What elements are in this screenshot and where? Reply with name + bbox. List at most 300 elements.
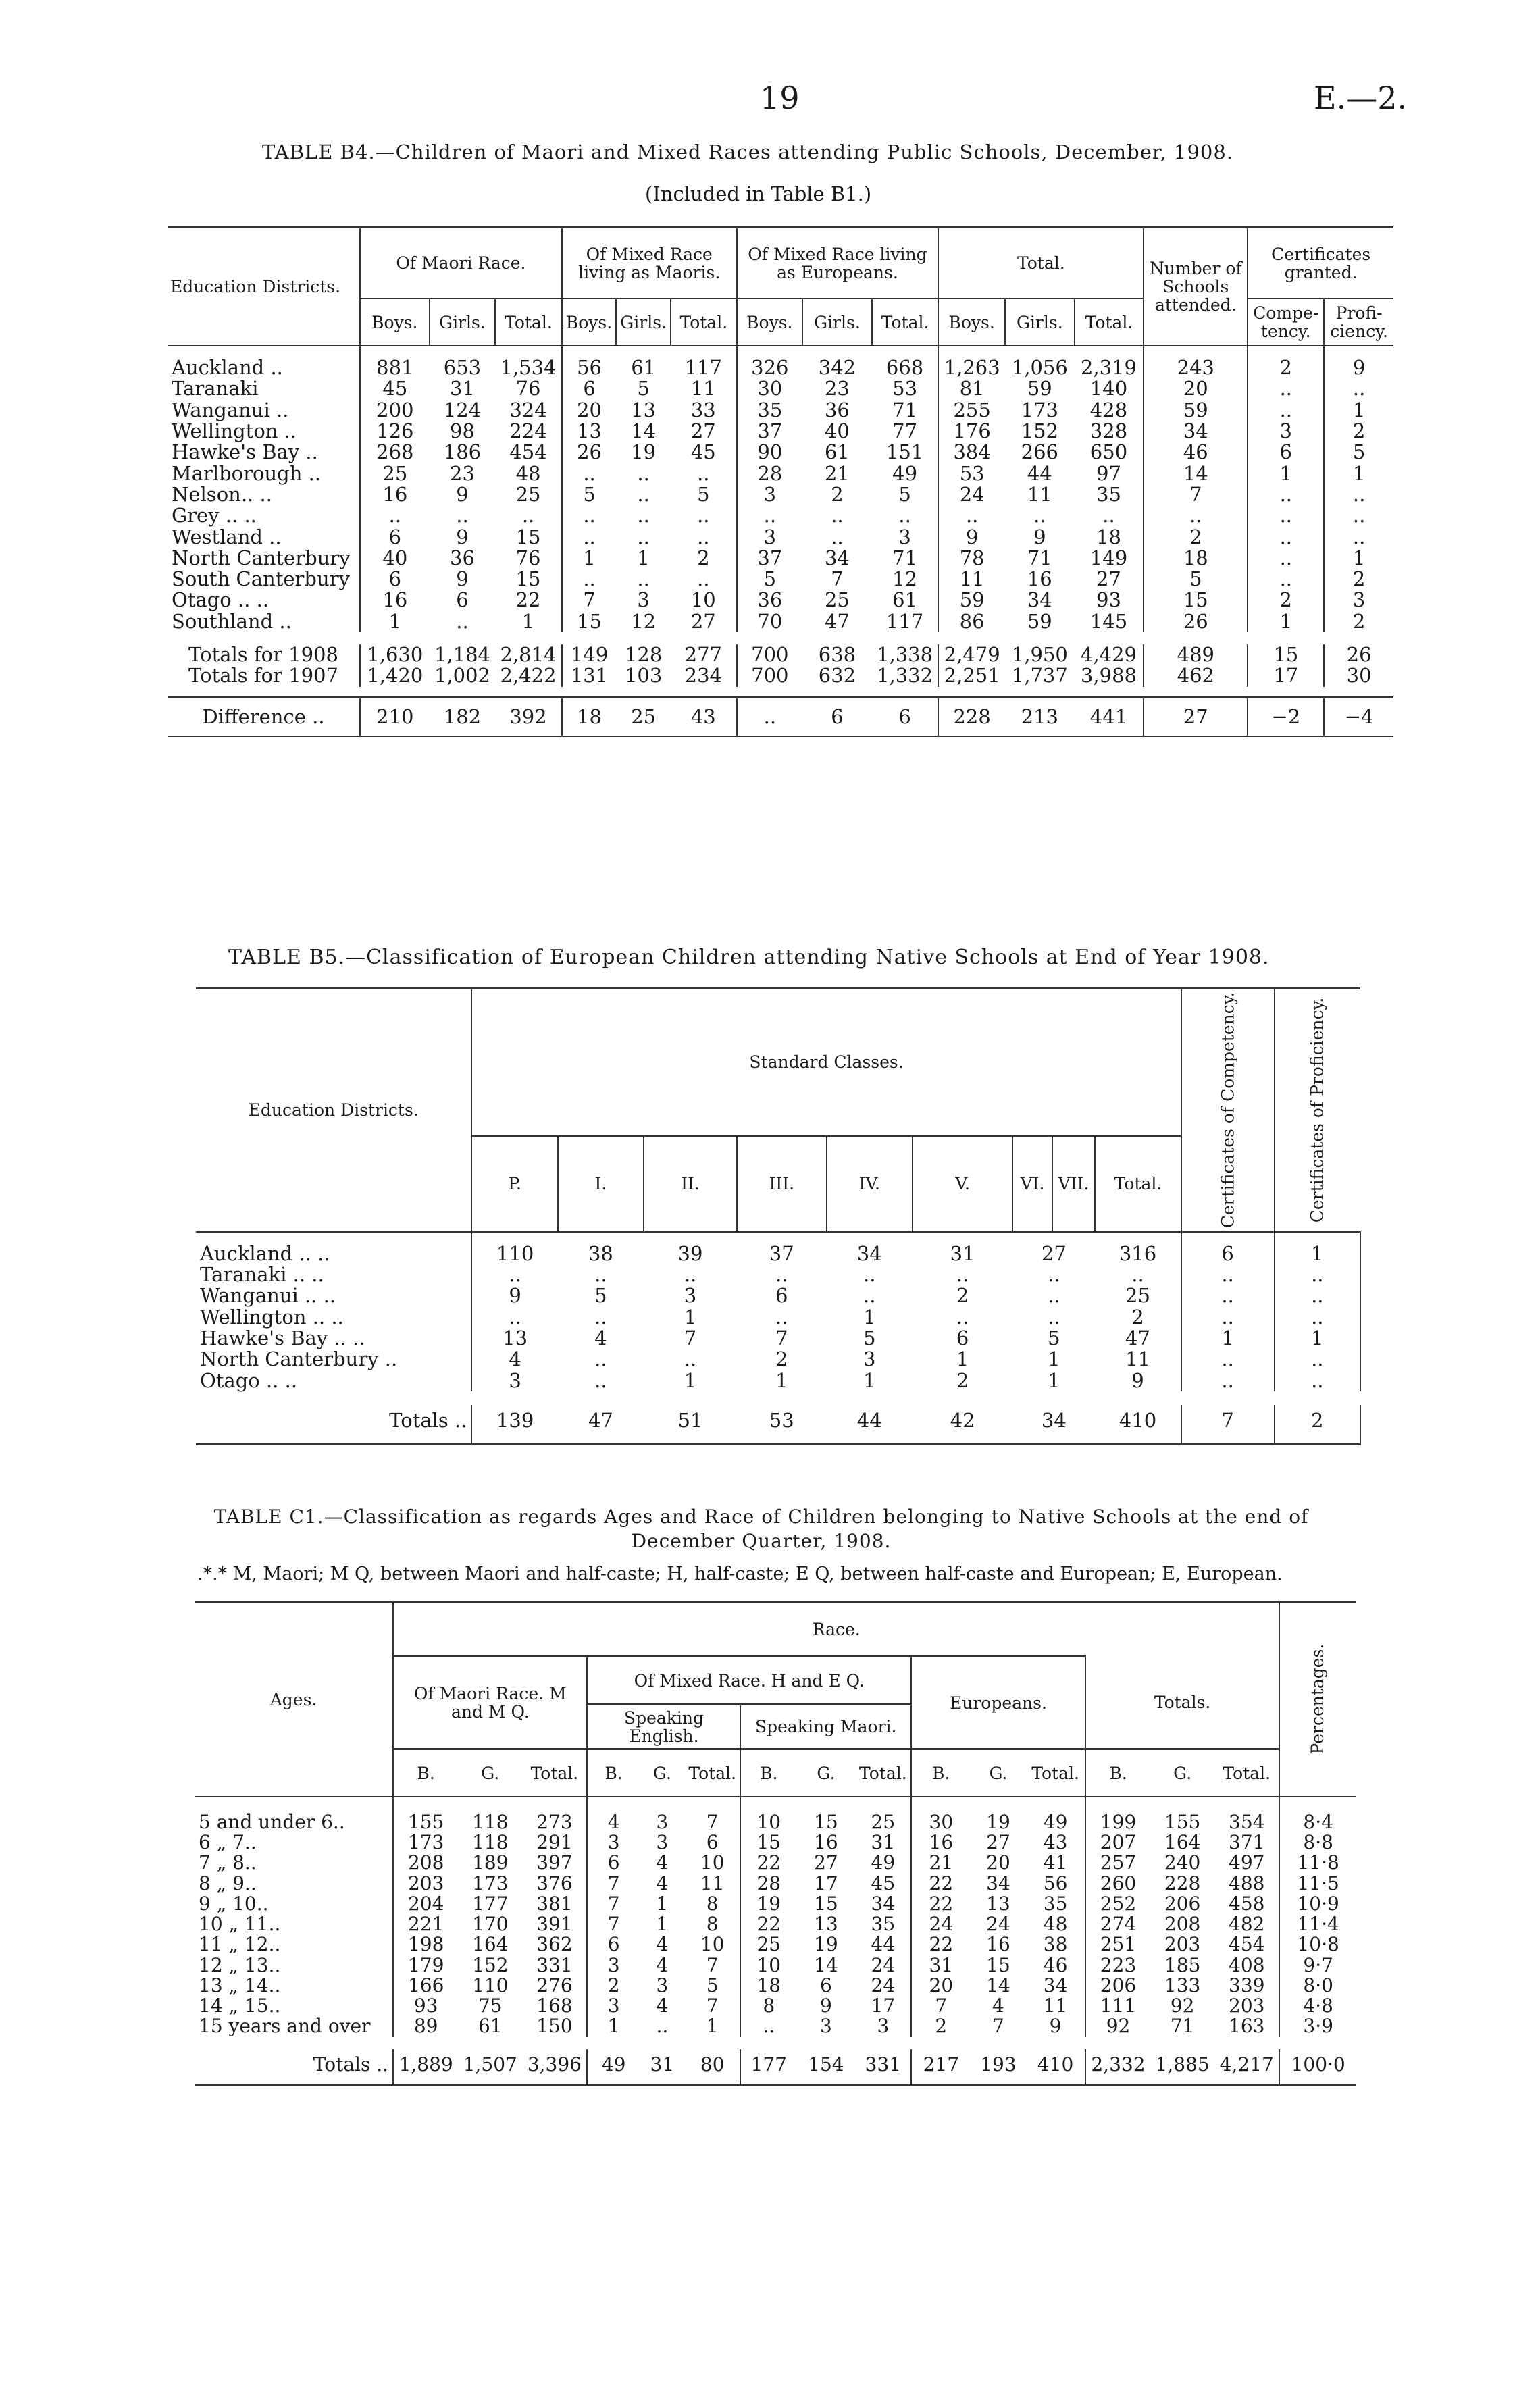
table-cell: 2 bbox=[956, 1284, 969, 1308]
table-cell: 145 bbox=[1075, 611, 1144, 632]
table-cell: 15 bbox=[1144, 590, 1248, 611]
c1-col-header: G. bbox=[458, 1749, 522, 1797]
table-cell: 34 bbox=[1144, 421, 1248, 442]
table-cell: 1 bbox=[583, 546, 596, 569]
table-cell: .. bbox=[956, 1305, 969, 1329]
b4-h-boys: Boys. bbox=[562, 299, 616, 346]
b4-header-mixed-euro: Of Mixed Race living as Europeans. bbox=[737, 228, 939, 299]
row-label: Wellington .. .. bbox=[196, 1307, 471, 1328]
table-cell: 1 bbox=[388, 609, 402, 633]
table-cell: 7 bbox=[583, 588, 596, 612]
table-cell: 11 bbox=[671, 378, 737, 399]
table-cell: .. bbox=[1275, 1264, 1360, 1285]
table-cell: 3 bbox=[607, 1953, 620, 1976]
table-cell: 11·8 bbox=[1297, 1851, 1339, 1874]
table-cell: 78 bbox=[959, 546, 985, 569]
table-cell: 11·5 bbox=[1297, 1872, 1339, 1895]
b4-header-total: Total. bbox=[938, 228, 1144, 299]
table-cell: 15 bbox=[814, 1811, 838, 1833]
table-cell: 24 bbox=[856, 1955, 911, 1976]
table-cell: 25 bbox=[856, 1797, 911, 1832]
row-label: Totals for 1907 bbox=[168, 665, 360, 686]
table-cell: 48 bbox=[495, 463, 562, 484]
table-cell: 13 bbox=[631, 398, 657, 421]
table-cell: 224 bbox=[495, 421, 562, 442]
table-cell: .. bbox=[1248, 548, 1324, 569]
row-label: 13 „ 14.. bbox=[195, 1976, 393, 1996]
table-cell: 1,507 bbox=[458, 2049, 522, 2086]
row-label: North Canterbury bbox=[168, 548, 360, 569]
table-cell: 8 bbox=[685, 1894, 741, 1914]
table-cell: 488 bbox=[1214, 1874, 1279, 1894]
table-row bbox=[168, 442, 1393, 463]
table-cell: .. bbox=[1144, 505, 1248, 526]
b4-h-total: Total. bbox=[671, 299, 737, 346]
table-cell: 118 bbox=[472, 1811, 509, 1833]
row-label: Otago .. .. bbox=[168, 590, 360, 611]
table-cell: 23 bbox=[450, 461, 475, 485]
table-cell: 49 bbox=[872, 463, 939, 484]
row-label: Totals for 1908 bbox=[168, 644, 360, 665]
table-cell: 1 bbox=[1048, 1368, 1060, 1392]
table-cell: 3 bbox=[509, 1368, 521, 1392]
row-label: Totals .. bbox=[196, 1405, 471, 1445]
table-cell: 22 bbox=[756, 1851, 781, 1874]
c1-header-mixed: Of Mixed Race. H and E Q. bbox=[587, 1657, 911, 1705]
row-label: 8 „ 9.. bbox=[195, 1874, 393, 1894]
table-cell: 255 bbox=[953, 398, 991, 421]
table-cell: 186 bbox=[443, 440, 482, 464]
b5-header-cert-comp: Certificates of Competency. bbox=[1181, 989, 1275, 1232]
table-cell: 204 bbox=[407, 1892, 444, 1915]
table-cell: 36 bbox=[824, 398, 850, 421]
table-cell: 97 bbox=[1075, 463, 1144, 484]
table-cell: 3,988 bbox=[1075, 665, 1144, 686]
table-cell: 3 bbox=[863, 1347, 876, 1371]
table-cell: 208 bbox=[1164, 1913, 1201, 1936]
table-cell: 1 bbox=[656, 1892, 669, 1915]
table-cell: 6 bbox=[872, 697, 939, 736]
row-label: Auckland .. .. bbox=[196, 1232, 471, 1264]
table-cell: 1 bbox=[1352, 398, 1366, 421]
b4-h-total: Total. bbox=[1075, 299, 1144, 346]
table-cell: 339 bbox=[1214, 1976, 1279, 1996]
table-cell: 324 bbox=[495, 400, 562, 421]
table-row bbox=[168, 611, 1393, 632]
table-cell: 38 bbox=[588, 1241, 613, 1265]
table-cell: 15 bbox=[495, 569, 562, 590]
table-cell: 2 bbox=[956, 1368, 969, 1392]
table-cell: 9 bbox=[456, 567, 469, 591]
c1-col-header: Total. bbox=[856, 1749, 911, 1797]
table-cell: 26 bbox=[577, 440, 602, 464]
b4-header-schools: Number of Schools attended. bbox=[1144, 228, 1248, 346]
table-cell: .. bbox=[1248, 378, 1324, 399]
row-label: 5 and under 6.. bbox=[195, 1797, 393, 1832]
table-cell: 7 bbox=[935, 1995, 948, 2017]
table-cell: 632 bbox=[818, 664, 856, 688]
table-cell: 1 bbox=[775, 1368, 788, 1392]
table-cell: 3 bbox=[607, 1995, 620, 2017]
b4-header-certs: Certificates granted. bbox=[1248, 228, 1393, 299]
row-label: South Canterbury bbox=[168, 569, 360, 590]
table-cell: .. bbox=[671, 505, 737, 526]
totals-row bbox=[195, 2049, 1356, 2086]
table-cell: 27 bbox=[986, 1831, 1010, 1854]
c1-header-maori: Of Maori Race. M and M Q. bbox=[393, 1657, 587, 1749]
table-cell: 155 bbox=[407, 1811, 444, 1833]
c1-header-mao: Speaking Maori. bbox=[740, 1705, 911, 1749]
table-cell: 19 bbox=[814, 1933, 838, 1956]
table-cell: 1 bbox=[863, 1305, 876, 1329]
table-cell: .. bbox=[456, 504, 469, 528]
table-cell: 126 bbox=[376, 419, 414, 442]
table-cell: 20 bbox=[1144, 378, 1248, 399]
c1-header-totals: Totals. bbox=[1085, 1657, 1279, 1749]
table-cell: 14 bbox=[631, 419, 657, 442]
table-cell: 110 bbox=[496, 1241, 534, 1265]
row-label: Westland .. bbox=[168, 527, 360, 548]
table-cell: 13 bbox=[814, 1913, 838, 1936]
table-cell: .. bbox=[775, 1305, 788, 1329]
table-cell: 24 bbox=[929, 1913, 954, 1936]
table-cell: 13 bbox=[986, 1892, 1010, 1915]
table-cell: 31 bbox=[929, 1953, 954, 1976]
table-cell: 10 bbox=[756, 1953, 781, 1976]
table-cell: 331 bbox=[522, 1955, 587, 1976]
table-cell: 3 bbox=[1352, 588, 1366, 612]
table-cell: 1,338 bbox=[872, 644, 939, 665]
table-cell: 1 bbox=[1352, 461, 1366, 485]
table-cell: 20 bbox=[577, 398, 602, 421]
b4-h-total: Total. bbox=[495, 299, 562, 346]
table-cell: 276 bbox=[522, 1976, 587, 1996]
table-cell: 30 bbox=[929, 1811, 954, 1833]
table-cell: 274 bbox=[1100, 1913, 1137, 1936]
table-cell: 10·9 bbox=[1297, 1892, 1339, 1915]
table-cell: 92 bbox=[1170, 1995, 1195, 2017]
table-row bbox=[168, 484, 1393, 505]
table-cell: 376 bbox=[522, 1874, 587, 1894]
table-cell: 15 bbox=[986, 1953, 1010, 1976]
table-cell: 39 bbox=[677, 1241, 703, 1265]
table-cell: 4 bbox=[992, 1995, 1004, 2017]
table-cell: 53 bbox=[737, 1405, 827, 1445]
table-cell: 2,814 bbox=[495, 644, 562, 665]
table-cell: 4 bbox=[656, 1933, 669, 1956]
table-c1-title: TABLE C1.—Classification as regards Ages and Race of Children belonging to Native Schools at the end of December Quarter, 1908. bbox=[213, 1506, 1309, 1553]
table-cell: 182 bbox=[443, 704, 482, 728]
table-cell: 206 bbox=[1164, 1892, 1201, 1915]
table-cell: 4 bbox=[607, 1811, 620, 1833]
table-cell: 111 bbox=[1100, 1995, 1137, 2017]
table-cell: 179 bbox=[407, 1953, 444, 1976]
table-cell: 9 bbox=[1352, 356, 1366, 379]
table-cell: 5 bbox=[1144, 569, 1248, 590]
table-cell: 77 bbox=[872, 421, 939, 442]
c1-header-eng: Speaking English. bbox=[587, 1705, 740, 1749]
table-cell: 35 bbox=[856, 1914, 911, 1934]
table-cell: 3 bbox=[856, 2016, 911, 2036]
table-cell: 42 bbox=[913, 1405, 1013, 1445]
table-cell: .. bbox=[583, 567, 596, 591]
table-cell: 1 bbox=[685, 2016, 741, 2036]
table-cell: 24 bbox=[856, 1976, 911, 1996]
table-cell: −4 bbox=[1344, 704, 1374, 728]
b5-col-header: III. bbox=[737, 1136, 827, 1232]
table-row bbox=[168, 400, 1393, 421]
table-cell: 207 bbox=[1100, 1831, 1137, 1854]
table-cell: 16 bbox=[1027, 567, 1052, 591]
table-cell: 28 bbox=[756, 1872, 781, 1895]
table-cell: 11 bbox=[959, 567, 985, 591]
table-cell: 2 bbox=[1144, 527, 1248, 548]
table-cell: 14 bbox=[814, 1953, 838, 1976]
table-cell: .. bbox=[1048, 1263, 1060, 1287]
table-cell: .. bbox=[583, 461, 596, 485]
table-cell: 228 bbox=[953, 704, 991, 728]
table-cell: 462 bbox=[1144, 665, 1248, 686]
table-cell: 881 bbox=[376, 356, 414, 379]
table-cell: 252 bbox=[1100, 1892, 1137, 1915]
table-cell: 4,429 bbox=[1075, 644, 1144, 665]
table-cell: 5 bbox=[583, 482, 596, 506]
table-cell: 35 bbox=[1075, 484, 1144, 505]
table-cell: .. bbox=[637, 525, 650, 548]
table-cell: 243 bbox=[1144, 346, 1248, 378]
table-cell: 133 bbox=[1164, 1974, 1201, 1997]
table-cell: .. bbox=[831, 525, 844, 548]
table-cell: 81 bbox=[959, 377, 985, 401]
table-cell: 1 bbox=[863, 1368, 876, 1392]
table-cell: 80 bbox=[685, 2049, 741, 2086]
table-cell: 21 bbox=[929, 1851, 954, 1874]
row-label: Auckland .. bbox=[168, 346, 360, 378]
table-cell: 273 bbox=[522, 1797, 587, 1832]
row-label: Nelson.. .. bbox=[168, 484, 360, 505]
b5-col-header: P. bbox=[471, 1136, 557, 1232]
table-cell: 27 bbox=[814, 1851, 838, 1874]
table-cell: 1 bbox=[1248, 611, 1324, 632]
table-cell: 59 bbox=[1144, 400, 1248, 421]
table-cell: 49 bbox=[1026, 1797, 1085, 1832]
table-cell: 12 bbox=[872, 569, 939, 590]
table-cell: 20 bbox=[986, 1851, 1010, 1874]
table-row bbox=[168, 548, 1393, 569]
table-c1-note: .*.* M, Maori; M Q, between Maori and half-caste; H, half-caste; E Q, between half-caste and European; E, European. bbox=[197, 1564, 1283, 1585]
table-cell: 150 bbox=[522, 2016, 587, 2036]
table-cell: 45 bbox=[382, 377, 408, 401]
b5-col-header: II. bbox=[644, 1136, 737, 1232]
table-cell: 25 bbox=[382, 461, 408, 485]
table-cell: 428 bbox=[1075, 400, 1144, 421]
table-cell: .. bbox=[1248, 484, 1324, 505]
table-cell: 9 bbox=[1095, 1370, 1181, 1391]
table-cell: 9 bbox=[456, 482, 469, 506]
table-cell: 22 bbox=[756, 1913, 781, 1936]
table-cell: 43 bbox=[1026, 1832, 1085, 1853]
b5-col-header: I. bbox=[558, 1136, 644, 1232]
table-cell: 489 bbox=[1144, 644, 1248, 665]
table-cell: 53 bbox=[959, 461, 985, 485]
table-cell: 650 bbox=[1075, 442, 1144, 463]
table-cell: 56 bbox=[1026, 1874, 1085, 1894]
table-cell: .. bbox=[388, 504, 402, 528]
table-cell: 139 bbox=[471, 1405, 557, 1445]
table-b5-title: TABLE B5.—Classification of European Children attending Native Schools at End of Year 1908. bbox=[228, 946, 1270, 969]
table-row bbox=[195, 1934, 1356, 1955]
table-cell: 27 bbox=[1075, 569, 1144, 590]
table-cell: 93 bbox=[1075, 590, 1144, 611]
b4-h-boys: Boys. bbox=[737, 299, 803, 346]
table-cell: 2 bbox=[1352, 419, 1366, 442]
table-cell: 173 bbox=[407, 1831, 444, 1854]
table-cell: 1,630 bbox=[367, 643, 424, 667]
table-row bbox=[195, 1955, 1356, 1976]
table-cell: 185 bbox=[1164, 1953, 1201, 1976]
table-cell: 16 bbox=[382, 588, 408, 612]
table-cell: 13 bbox=[503, 1327, 528, 1349]
table-cell: 206 bbox=[1100, 1974, 1137, 1997]
table-cell: 8 bbox=[685, 1914, 741, 1934]
b4-h-girls: Girls. bbox=[616, 299, 671, 346]
row-label: Wellington .. bbox=[168, 421, 360, 442]
table-row bbox=[168, 505, 1393, 526]
table-cell: .. bbox=[594, 1368, 607, 1392]
table-cell: 1,534 bbox=[495, 346, 562, 378]
table-cell: 5 bbox=[671, 484, 737, 505]
table-cell: 25 bbox=[631, 704, 657, 728]
table-cell: 176 bbox=[953, 419, 991, 442]
table-cell: 11 bbox=[1095, 1349, 1181, 1370]
table-b4-title: TABLE B4.—Children of Maori and Mixed Races attending Public Schools, December, 1908. bbox=[262, 140, 1234, 163]
row-label: Totals .. bbox=[195, 2049, 393, 2086]
table-cell: 38 bbox=[1026, 1934, 1085, 1955]
table-cell: 392 bbox=[495, 697, 562, 736]
c1-col-header: B. bbox=[911, 1749, 971, 1797]
table-cell: 71 bbox=[872, 548, 939, 569]
table-row bbox=[168, 378, 1393, 399]
table-cell: 410 bbox=[1095, 1405, 1181, 1445]
table-b5 bbox=[196, 987, 1361, 1445]
table-cell: .. bbox=[1352, 504, 1366, 528]
table-cell: .. bbox=[1181, 1285, 1275, 1306]
table-cell: 7 bbox=[992, 2015, 1004, 2038]
table-cell: 24 bbox=[986, 1913, 1010, 1936]
table-cell: 128 bbox=[624, 643, 663, 667]
table-cell: 3 bbox=[656, 1831, 669, 1854]
table-row bbox=[196, 1285, 1360, 1306]
table-cell: .. bbox=[1352, 377, 1366, 401]
table-cell: 61 bbox=[478, 2015, 503, 2038]
table-row bbox=[196, 1349, 1360, 1370]
table-cell: 177 bbox=[472, 1892, 509, 1915]
b4-h-prof: Profi-ciency. bbox=[1330, 303, 1388, 341]
table-row bbox=[168, 421, 1393, 442]
table-cell: 25 bbox=[756, 1933, 781, 1956]
table-cell: 408 bbox=[1214, 1955, 1279, 1976]
b5-header-district: Education Districts. bbox=[196, 989, 471, 1232]
table-cell: 16 bbox=[986, 1933, 1010, 1956]
table-cell: 6 bbox=[956, 1327, 969, 1349]
table-cell: 17 bbox=[856, 1996, 911, 2016]
table-cell: .. bbox=[594, 1305, 607, 1329]
table-cell: 117 bbox=[872, 611, 939, 632]
table-cell: 331 bbox=[856, 2049, 911, 2086]
table-cell: .. bbox=[684, 1263, 697, 1287]
row-label: 6 „ 7.. bbox=[195, 1832, 393, 1853]
table-cell: 4 bbox=[656, 1872, 669, 1895]
table-cell: 3 bbox=[656, 1811, 669, 1833]
table-cell: 173 bbox=[1021, 398, 1058, 421]
b4-h-boys: Boys. bbox=[938, 299, 1005, 346]
table-cell: 1 bbox=[656, 1913, 669, 1936]
b5-col-header: Total. bbox=[1095, 1136, 1181, 1232]
table-cell: 34 bbox=[1027, 588, 1052, 612]
table-cell: 34 bbox=[824, 546, 850, 569]
table-cell: .. bbox=[637, 461, 650, 485]
table-cell: 2,422 bbox=[495, 665, 562, 686]
table-cell: 203 bbox=[1214, 1996, 1279, 2016]
table-cell: 47 bbox=[824, 609, 850, 633]
table-cell: 163 bbox=[1214, 2016, 1279, 2036]
table-cell: 5 bbox=[685, 1976, 741, 1996]
table-cell: 6 bbox=[1181, 1232, 1275, 1264]
table-cell: 2 bbox=[1352, 567, 1366, 591]
c1-header-race: Race. bbox=[393, 1602, 1279, 1657]
table-cell: .. bbox=[1248, 527, 1324, 548]
table-cell: 93 bbox=[413, 1995, 438, 2017]
table-cell: 100·0 bbox=[1279, 2049, 1356, 2086]
b5-header-cert-prof: Certificates of Proficiency. bbox=[1275, 989, 1360, 1232]
table-cell: 1 bbox=[495, 611, 562, 632]
table-cell: 10 bbox=[685, 1934, 741, 1955]
table-cell: 2 bbox=[935, 2015, 948, 2038]
table-row bbox=[195, 1976, 1356, 1996]
table-cell: 154 bbox=[796, 2049, 856, 2086]
table-cell: 1 bbox=[1048, 1347, 1060, 1371]
row-label: North Canterbury .. bbox=[196, 1349, 471, 1370]
table-row bbox=[195, 1832, 1356, 1853]
table-cell: 76 bbox=[495, 378, 562, 399]
table-cell: 316 bbox=[1095, 1232, 1181, 1264]
table-cell: 638 bbox=[818, 643, 856, 667]
row-label: Taranaki .. .. bbox=[196, 1264, 471, 1285]
table-cell: .. bbox=[1048, 1305, 1060, 1329]
row-label: Taranaki bbox=[168, 378, 360, 399]
table-cell: 7 bbox=[831, 567, 844, 591]
table-cell: 5 bbox=[1352, 440, 1366, 464]
table-cell: 22 bbox=[929, 1933, 954, 1956]
table-cell: 35 bbox=[1026, 1894, 1085, 1914]
table-cell: 71 bbox=[1170, 2015, 1195, 2038]
table-row bbox=[195, 1874, 1356, 1894]
row-label: Otago .. .. bbox=[196, 1370, 471, 1391]
b4-header-district: Education Districts. bbox=[168, 228, 360, 346]
table-row bbox=[195, 1894, 1356, 1914]
table-cell: 151 bbox=[872, 442, 939, 463]
table-cell: 410 bbox=[1026, 2049, 1085, 2086]
table-cell: 166 bbox=[407, 1974, 444, 1997]
table-cell: 7 bbox=[1144, 484, 1248, 505]
table-cell: 37 bbox=[769, 1241, 794, 1265]
table-cell: 4,217 bbox=[1214, 2049, 1279, 2086]
difference-row bbox=[168, 697, 1393, 736]
table-cell: 41 bbox=[1026, 1853, 1085, 1873]
table-cell: 44 bbox=[827, 1405, 913, 1445]
table-cell: 217 bbox=[911, 2049, 971, 2086]
table-cell: 1 bbox=[1275, 1328, 1360, 1349]
